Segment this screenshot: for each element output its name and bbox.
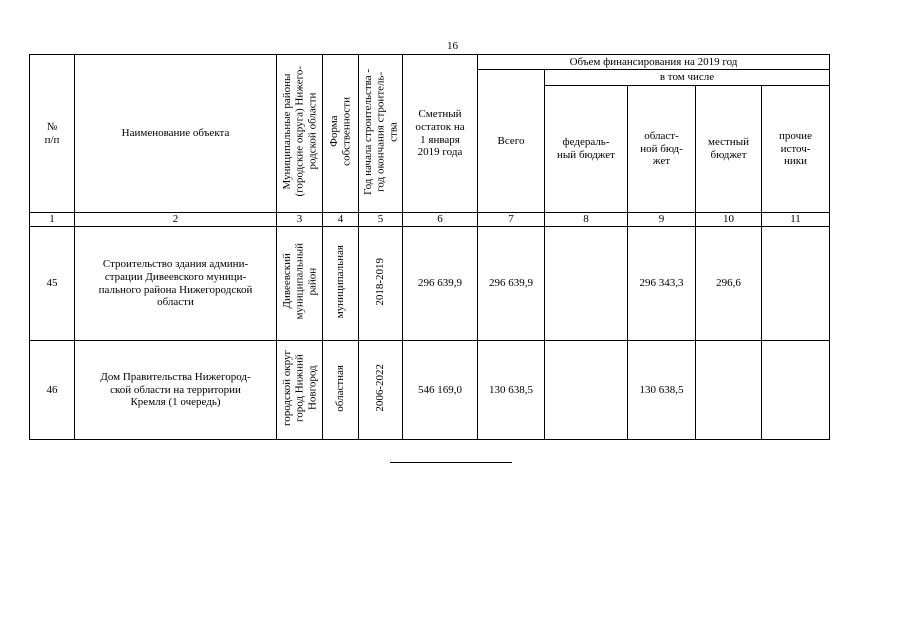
financing-table [29, 54, 830, 440]
header-other: прочие источ- ники [762, 86, 830, 213]
row-ownership: областная [323, 341, 359, 440]
header-including: в том числе [545, 70, 830, 86]
row-ownership: муниципальная [323, 227, 359, 341]
row-name: Строительство здания админи- страции Дивеевского муници- пального района Нижегородской области [75, 227, 277, 341]
row-local: 296,6 [696, 227, 762, 341]
column-number: 1 [30, 213, 75, 227]
row-other [762, 341, 830, 440]
header-local: местный бюджет [696, 86, 762, 213]
row-local [696, 341, 762, 440]
table-row [30, 227, 830, 341]
row-years: 2018-2019 [359, 227, 403, 341]
table-row [30, 341, 830, 440]
row-estimate: 296 639,9 [403, 227, 478, 341]
column-number: 10 [696, 213, 762, 227]
row-regional: 296 343,3 [628, 227, 696, 341]
row-name: Дом Правительства Нижегород- ской области на территории Кремля (1 очередь) [75, 341, 277, 440]
row-years: 2006-2022 [359, 341, 403, 440]
header-regional: област- ной бюд- жет [628, 86, 696, 213]
header-ownership: Форма собственности [323, 55, 359, 213]
row-federal [545, 227, 628, 341]
header-years: Год начала строительства - год окончания строитель- ства [359, 55, 403, 213]
column-number: 8 [545, 213, 628, 227]
column-number: 11 [762, 213, 830, 227]
column-number: 5 [359, 213, 403, 227]
row-district: Дивеевский муниципальный район [277, 227, 323, 341]
row-total: 130 638,5 [478, 341, 545, 440]
row-total: 296 639,9 [478, 227, 545, 341]
column-numbers-row [30, 213, 830, 227]
row-estimate: 546 169,0 [403, 341, 478, 440]
row-num: 46 [30, 341, 75, 440]
column-number: 3 [277, 213, 323, 227]
row-regional: 130 638,5 [628, 341, 696, 440]
row-num: 45 [30, 227, 75, 341]
row-district: городской округ город Нижний Новгород [277, 341, 323, 440]
column-number: 9 [628, 213, 696, 227]
column-number: 2 [75, 213, 277, 227]
header-total: Всего [478, 70, 545, 213]
column-number: 7 [478, 213, 545, 227]
header-federal: федераль- ный бюджет [545, 86, 628, 213]
header-financing: Объем финансирования на 2019 год [478, 55, 830, 70]
header-num: № п/п [30, 55, 75, 213]
column-number: 4 [323, 213, 359, 227]
header-name: Наименование объекта [75, 55, 277, 213]
row-federal [545, 341, 628, 440]
header-estimate: Сметный остаток на 1 января 2019 года [403, 55, 478, 213]
header-district: Муниципальные районы (городские округа) Нижего- родской области [277, 55, 323, 213]
page-number: 16 [447, 40, 458, 52]
column-number: 6 [403, 213, 478, 227]
row-other [762, 227, 830, 341]
footnote-divider [390, 462, 512, 463]
